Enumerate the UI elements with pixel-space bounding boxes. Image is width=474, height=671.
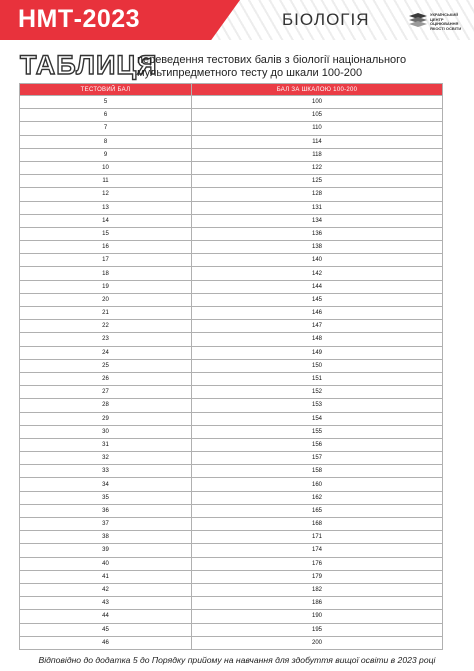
scaled-score-cell: 190 [192,610,443,623]
table-heading [20,52,460,80]
test-score-cell: 36 [20,504,192,517]
scaled-score-cell: 128 [192,188,443,201]
score-conversion-table [19,83,443,650]
table-row [20,623,443,636]
scaled-score-cell: 122 [192,161,443,174]
table-row [20,636,443,649]
table-row [20,531,443,544]
test-score-cell: 38 [20,531,192,544]
scaled-score-cell: 134 [192,214,443,227]
scaled-score-cell: 151 [192,372,443,385]
table-row [20,161,443,174]
table-row [20,478,443,491]
test-score-cell: 35 [20,491,192,504]
test-score-cell: 44 [20,610,192,623]
table-row [20,188,443,201]
test-score-cell: 12 [20,188,192,201]
table-row [20,307,443,320]
test-score-cell: 13 [20,201,192,214]
test-score-cell: 45 [20,623,192,636]
table-row [20,201,443,214]
table-row [20,557,443,570]
test-score-cell: 30 [20,425,192,438]
scaled-score-cell: 162 [192,491,443,504]
scaled-score-cell: 152 [192,386,443,399]
table-row [20,452,443,465]
scaled-score-cell: 114 [192,135,443,148]
table-row [20,333,443,346]
table-row [20,267,443,280]
table-row [20,293,443,306]
table-row [20,135,443,148]
ucoyo-logo-icon [408,12,428,30]
scaled-score-cell: 138 [192,241,443,254]
scaled-score-cell: 150 [192,359,443,372]
test-score-cell: 40 [20,557,192,570]
scaled-score-cell: 131 [192,201,443,214]
test-score-cell: 32 [20,452,192,465]
banner-title: НМТ-2023 [18,5,141,33]
scaled-score-cell: 195 [192,623,443,636]
scaled-score-cell: 174 [192,544,443,557]
test-score-cell: 26 [20,372,192,385]
scaled-score-cell: 160 [192,478,443,491]
scaled-score-cell: 149 [192,346,443,359]
test-score-cell: 33 [20,465,192,478]
test-score-cell: 42 [20,583,192,596]
test-score-cell: 46 [20,636,192,649]
scaled-score-cell: 158 [192,465,443,478]
scaled-score-cell: 147 [192,320,443,333]
scaled-score-cell: 146 [192,307,443,320]
test-score-cell: 15 [20,227,192,240]
table-row [20,504,443,517]
test-score-cell: 34 [20,478,192,491]
table-row [20,597,443,610]
table-row [20,214,443,227]
test-score-cell: 37 [20,518,192,531]
scaled-score-cell: 145 [192,293,443,306]
ucoyo-logo [408,12,466,32]
test-score-cell: 31 [20,438,192,451]
table-row [20,518,443,531]
table-row [20,570,443,583]
table-row [20,280,443,293]
scaled-score-cell: 182 [192,583,443,596]
scaled-score-cell: 154 [192,412,443,425]
test-score-cell: 22 [20,320,192,333]
test-score-cell: 7 [20,122,192,135]
scaled-score-cell: 155 [192,425,443,438]
header-test-score: ТЕСТОВИЙ БАЛ [20,84,192,96]
table-row [20,386,443,399]
scaled-score-cell: 156 [192,438,443,451]
test-score-cell: 9 [20,148,192,161]
table-row [20,583,443,596]
scaled-score-cell: 110 [192,122,443,135]
test-score-cell: 19 [20,280,192,293]
scaled-score-cell: 100 [192,96,443,109]
test-score-cell: 43 [20,597,192,610]
header-scaled-score: БАЛ ЗА ШКАЛОЮ 100-200 [192,84,443,96]
scaled-score-cell: 157 [192,452,443,465]
table-row [20,346,443,359]
table-row [20,465,443,478]
test-score-cell: 6 [20,109,192,122]
table-row [20,175,443,188]
scaled-score-cell: 136 [192,227,443,240]
scaled-score-cell: 148 [192,333,443,346]
footnote: Відповідно до додатка 5 до Порядку прийому на навчання для здобуття вищої освіти в 2023 році [38,655,436,665]
table-row [20,544,443,557]
table-row [20,610,443,623]
test-score-cell: 5 [20,96,192,109]
table-row [20,438,443,451]
table-row [20,399,443,412]
test-score-cell: 18 [20,267,192,280]
heading-text: переведення тестових балів з біології національного мультипредметного тесту до шкали 100-200 [137,54,407,79]
logo-text: УКРАЇНСЬКИЙ ЦЕНТР ОЦІНЮВАННЯ ЯКОСТІ ОСВІТИ [430,12,462,31]
table-row [20,491,443,504]
scaled-score-cell: 125 [192,175,443,188]
scaled-score-cell: 165 [192,504,443,517]
table-row [20,425,443,438]
test-score-cell: 20 [20,293,192,306]
table-row [20,227,443,240]
scaled-score-cell: 179 [192,570,443,583]
scaled-score-cell: 171 [192,531,443,544]
test-score-cell: 24 [20,346,192,359]
table-header-row [20,84,443,96]
header-banner [0,0,474,40]
table-row [20,320,443,333]
scaled-score-cell: 153 [192,399,443,412]
table-row [20,372,443,385]
banner-subject: БІОЛОГІЯ [282,10,370,29]
test-score-cell: 14 [20,214,192,227]
test-score-cell: 25 [20,359,192,372]
scaled-score-cell: 142 [192,267,443,280]
table-row [20,148,443,161]
table-row [20,109,443,122]
test-score-cell: 11 [20,175,192,188]
scaled-score-cell: 118 [192,148,443,161]
test-score-cell: 10 [20,161,192,174]
scaled-score-cell: 144 [192,280,443,293]
table-row [20,359,443,372]
test-score-cell: 41 [20,570,192,583]
test-score-cell: 17 [20,254,192,267]
scaled-score-cell: 200 [192,636,443,649]
table-row [20,254,443,267]
scaled-score-cell: 140 [192,254,443,267]
table-row [20,412,443,425]
heading-big-word: ТАБЛИЦЯ [20,50,158,80]
test-score-cell: 23 [20,333,192,346]
test-score-cell: 39 [20,544,192,557]
test-score-cell: 8 [20,135,192,148]
scaled-score-cell: 186 [192,597,443,610]
test-score-cell: 16 [20,241,192,254]
scaled-score-cell: 105 [192,109,443,122]
table-row [20,96,443,109]
test-score-cell: 27 [20,386,192,399]
table-row [20,122,443,135]
table-row [20,241,443,254]
test-score-cell: 28 [20,399,192,412]
scaled-score-cell: 176 [192,557,443,570]
test-score-cell: 29 [20,412,192,425]
test-score-cell: 21 [20,307,192,320]
scaled-score-cell: 168 [192,518,443,531]
